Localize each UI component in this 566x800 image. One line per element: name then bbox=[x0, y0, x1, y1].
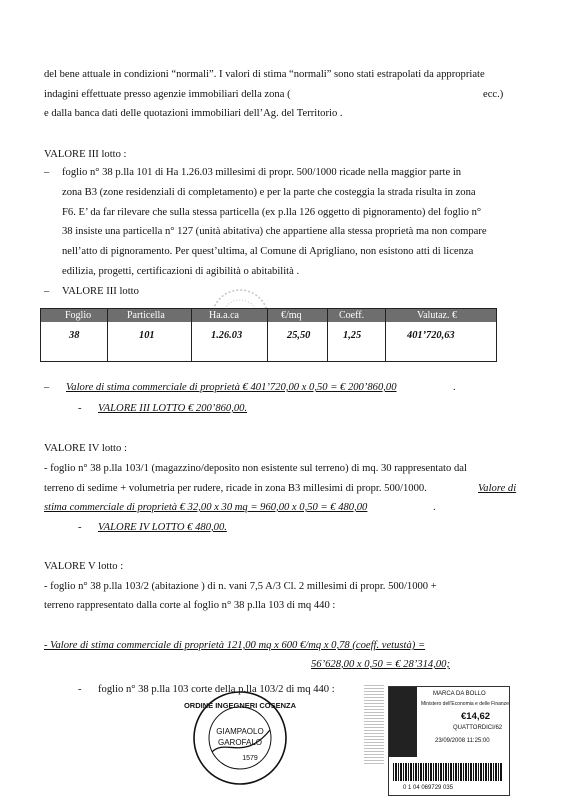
table-header-cell: Coeff. bbox=[339, 310, 365, 321]
stamp-amount-words: QUATTORDICI/62 bbox=[453, 725, 503, 731]
lot3-para-5: nell’atto di pignoramento. Per quest’ultima, al Comune di Aprigliano, non esistono atti di licenza bbox=[62, 246, 474, 257]
seal-name: GIAMPAOLO bbox=[216, 727, 264, 736]
valuation-table bbox=[40, 308, 497, 362]
lot3-estimate: Valore di stima commerciale di proprietà € 401’720,00 x 0,50 = € 200’860,00 bbox=[66, 382, 397, 393]
lot5-heading: VALORE V lotto : bbox=[44, 561, 124, 572]
lot4-para-3: stima commerciale di proprietà € 32,00 x 30 mq = 960,00 x 0,50 = € 480,00 bbox=[44, 502, 368, 513]
intro-line-3: e dalla banca dati delle quotazioni immobiliari dell’Ag. del Territorio . bbox=[44, 108, 343, 119]
seal-name-2: GAROFALO bbox=[217, 738, 263, 747]
stamp-date: 23/09/2008 11:25:00 bbox=[435, 738, 490, 744]
table-cell: 101 bbox=[139, 330, 155, 341]
lot3-dash: – bbox=[44, 167, 50, 178]
lot5-bullet: - bbox=[78, 684, 82, 695]
lot3-para-3: F6. E’ da far rilevare che sulla stessa particella (ex p.lla 126 oggetto di pignoramento) del foglio n° bbox=[62, 207, 482, 218]
table-header-cell: €/mq bbox=[281, 310, 302, 321]
stamp-title: MARCA DA BOLLO bbox=[433, 691, 486, 697]
table-header-cell: Valutaz. € bbox=[417, 310, 457, 321]
lot4-total-bullet: - bbox=[78, 522, 82, 533]
scan-artifact bbox=[364, 684, 384, 764]
lot4-heading: VALORE IV lotto : bbox=[44, 443, 127, 454]
table-cell: 401’720,63 bbox=[407, 330, 455, 341]
table-header bbox=[41, 309, 496, 322]
lot3-estimate-dash: – bbox=[44, 382, 50, 393]
table-divider bbox=[385, 309, 386, 361]
lot4-total: VALORE IV LOTTO € 480,00. bbox=[98, 522, 227, 533]
seal-number: 1579 bbox=[242, 755, 258, 762]
table-divider bbox=[267, 309, 268, 361]
table-divider bbox=[191, 309, 192, 361]
lot5-estimate-1: - Valore di stima commerciale di proprietà 121,00 mq x 600 €/mq x 0,78 (coeff. vetustà) = bbox=[44, 640, 426, 651]
table-header-cell: Foglio bbox=[65, 310, 92, 321]
stamp-dark-block bbox=[389, 687, 417, 757]
lot3-para-1: foglio n° 38 p.lla 101 di Ha 1.26.03 millesimi di propr. 500/1000 ricade nella maggior parte in bbox=[62, 167, 462, 178]
stamp-ministry: Ministero dell'Economia e delle Finanze bbox=[421, 701, 509, 707]
table-divider bbox=[107, 309, 108, 361]
intro-line-2b: ecc.) bbox=[483, 89, 504, 100]
lot3-heading: VALORE III lotto : bbox=[44, 149, 127, 160]
table-cell: 1,25 bbox=[343, 330, 362, 341]
table-divider bbox=[327, 309, 328, 361]
seal-ring-text: ORDINE INGEGNERI COSENZA bbox=[183, 701, 297, 710]
lot4-para-2b: Valore di bbox=[478, 483, 517, 494]
revenue-stamp bbox=[388, 686, 510, 796]
lot4-para-2a: terreno di sedime + volumetria per rudere, ricade in zona B3 millesimi di propr. 500/1000. bbox=[44, 483, 427, 494]
table-header-cell: Ha.a.ca bbox=[209, 310, 239, 321]
table-header-cell: Particella bbox=[127, 310, 165, 321]
lot3-para-6: edilizia, progetti, certificazioni di agibilità o abitabilità . bbox=[62, 266, 300, 277]
lot5-para-2: terreno rappresentato dalla corte al foglio n° 38 p.lla 103 di mq 440 : bbox=[44, 600, 336, 611]
lot3-sub-dash: – bbox=[44, 286, 50, 297]
lot3-para-4: 38 insiste una particella n° 127 (unità abitativa) che appartiene alla stessa proprietà ma non compare bbox=[62, 226, 487, 237]
lot5-para-1: - foglio n° 38 p.lla 103/2 (abitazione ) di n. vani 7,5 A/3 Cl. 2 millesimi di propr. 500/1000 + bbox=[44, 581, 437, 592]
intro-line-1: del bene attuale in condizioni “normali”. I valori di stima “normali” sono stati estrapolati da appropriate bbox=[44, 69, 485, 80]
lot4-para-3-end: . bbox=[433, 502, 436, 513]
table-cell: 25,50 bbox=[287, 330, 311, 341]
stamp-amount: €14,62 bbox=[461, 711, 491, 722]
intro-line-2a: indagini effettuate presso agenzie immobiliari della zona ( bbox=[44, 89, 291, 100]
table-cell: 38 bbox=[69, 330, 80, 341]
lot3-para-2: zona B3 (zone residenziali di completamento) e per la parte che costeggia la strada risulta in zona bbox=[62, 187, 476, 198]
lot5-estimate-2: 56’628,00 x 0,50 = € 28’314,00; bbox=[311, 659, 450, 670]
lot5-para-3: foglio n° 38 p.lla 103 corte della p.lla 103/2 di mq 440 : bbox=[98, 684, 335, 695]
table-cell: 1.26.03 bbox=[211, 330, 243, 341]
engineer-seal-icon bbox=[183, 690, 297, 786]
lot4-para-1: - foglio n° 38 p.lla 103/1 (magazzino/deposito non esistente sul terreno) di mq. 30 rappresentato dal bbox=[44, 463, 467, 474]
stamp-code: 0 1 04 069729 035 bbox=[403, 785, 454, 791]
lot3-total: VALORE III LOTTO € 200’860,00. bbox=[98, 403, 248, 414]
lot3-sub-heading: VALORE III lotto bbox=[62, 286, 139, 297]
barcode-icon bbox=[393, 763, 503, 781]
lot3-estimate-end: . bbox=[453, 382, 456, 393]
lot3-total-bullet: - bbox=[78, 403, 82, 414]
